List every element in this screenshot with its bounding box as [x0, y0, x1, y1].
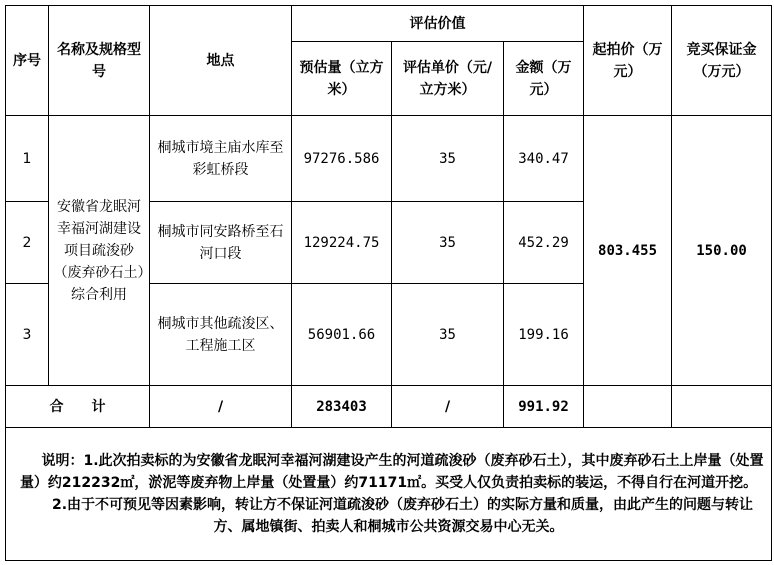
total-label: 合 计	[6, 386, 150, 428]
row-location: 桐城市境主庙水库至彩虹桥段	[150, 116, 292, 202]
row-qty: 97276.586	[292, 116, 392, 202]
auction-table	[5, 5, 772, 561]
total-row	[6, 386, 772, 428]
header-valuation: 评估价值	[292, 6, 584, 42]
notes-cell	[6, 428, 772, 561]
table-row	[6, 116, 772, 202]
row-location: 桐城市同安路桥至石河口段	[150, 202, 292, 284]
header-name: 名称及规格型号	[49, 6, 150, 116]
row-amount: 340.47	[504, 116, 584, 202]
row-qty: 56901.66	[292, 284, 392, 386]
start-price-value: 803.455	[584, 116, 672, 386]
row-qty: 129224.75	[292, 202, 392, 284]
total-amount: 991.92	[504, 386, 584, 428]
total-price: /	[392, 386, 504, 428]
header-start-price: 起拍价（万元）	[584, 6, 672, 116]
header-unit-price: 评估单价（元/立方米）	[392, 42, 504, 116]
header-seq: 序号	[6, 6, 49, 116]
header-deposit: 竞买保证金（万元）	[672, 6, 772, 116]
deposit-value: 150.00	[672, 116, 772, 386]
row-location: 桐城市其他疏浚区、工程施工区	[150, 284, 292, 386]
total-qty: 283403	[292, 386, 392, 428]
header-amount: 金额（万元）	[504, 42, 584, 116]
note-paragraph-2: 2.由于不可预见等因素影响，转让方不保证河道疏浚砂（废弃砂石土）的实际方量和质量，由此产生的问题与转让方、属地镇街、拍卖人和桐城市公共资源交易中心无关。	[51, 497, 754, 535]
row-amount: 452.29	[504, 202, 584, 284]
notes-row	[6, 428, 772, 561]
total-empty-cell	[672, 386, 772, 428]
row-seq: 3	[6, 284, 49, 386]
header-location: 地点	[150, 6, 292, 116]
row-price: 35	[392, 202, 504, 284]
row-seq: 2	[6, 202, 49, 284]
total-location: /	[150, 386, 292, 428]
note-paragraph-1: 说明：1.此次拍卖标的为安徽省龙眠河幸福河湖建设产生的河道疏浚砂（废弃砂石土），其中废弃砂石土上岸量（处置量）约212232㎡，淤泥等废弃物上岸量（处置量）约71171㎡。买受人仅负责拍卖标的装运，不得自行在河道开挖。	[19, 453, 764, 491]
row-price: 35	[392, 116, 504, 202]
header-est-qty: 预估量（立方米）	[292, 42, 392, 116]
total-empty-cell	[584, 386, 672, 428]
row-price: 35	[392, 284, 504, 386]
row-seq: 1	[6, 116, 49, 202]
row-amount: 199.16	[504, 284, 584, 386]
item-name: 安徽省龙眠河幸福河湖建设项目疏浚砂（废弃砂石土）综合利用	[49, 116, 150, 386]
